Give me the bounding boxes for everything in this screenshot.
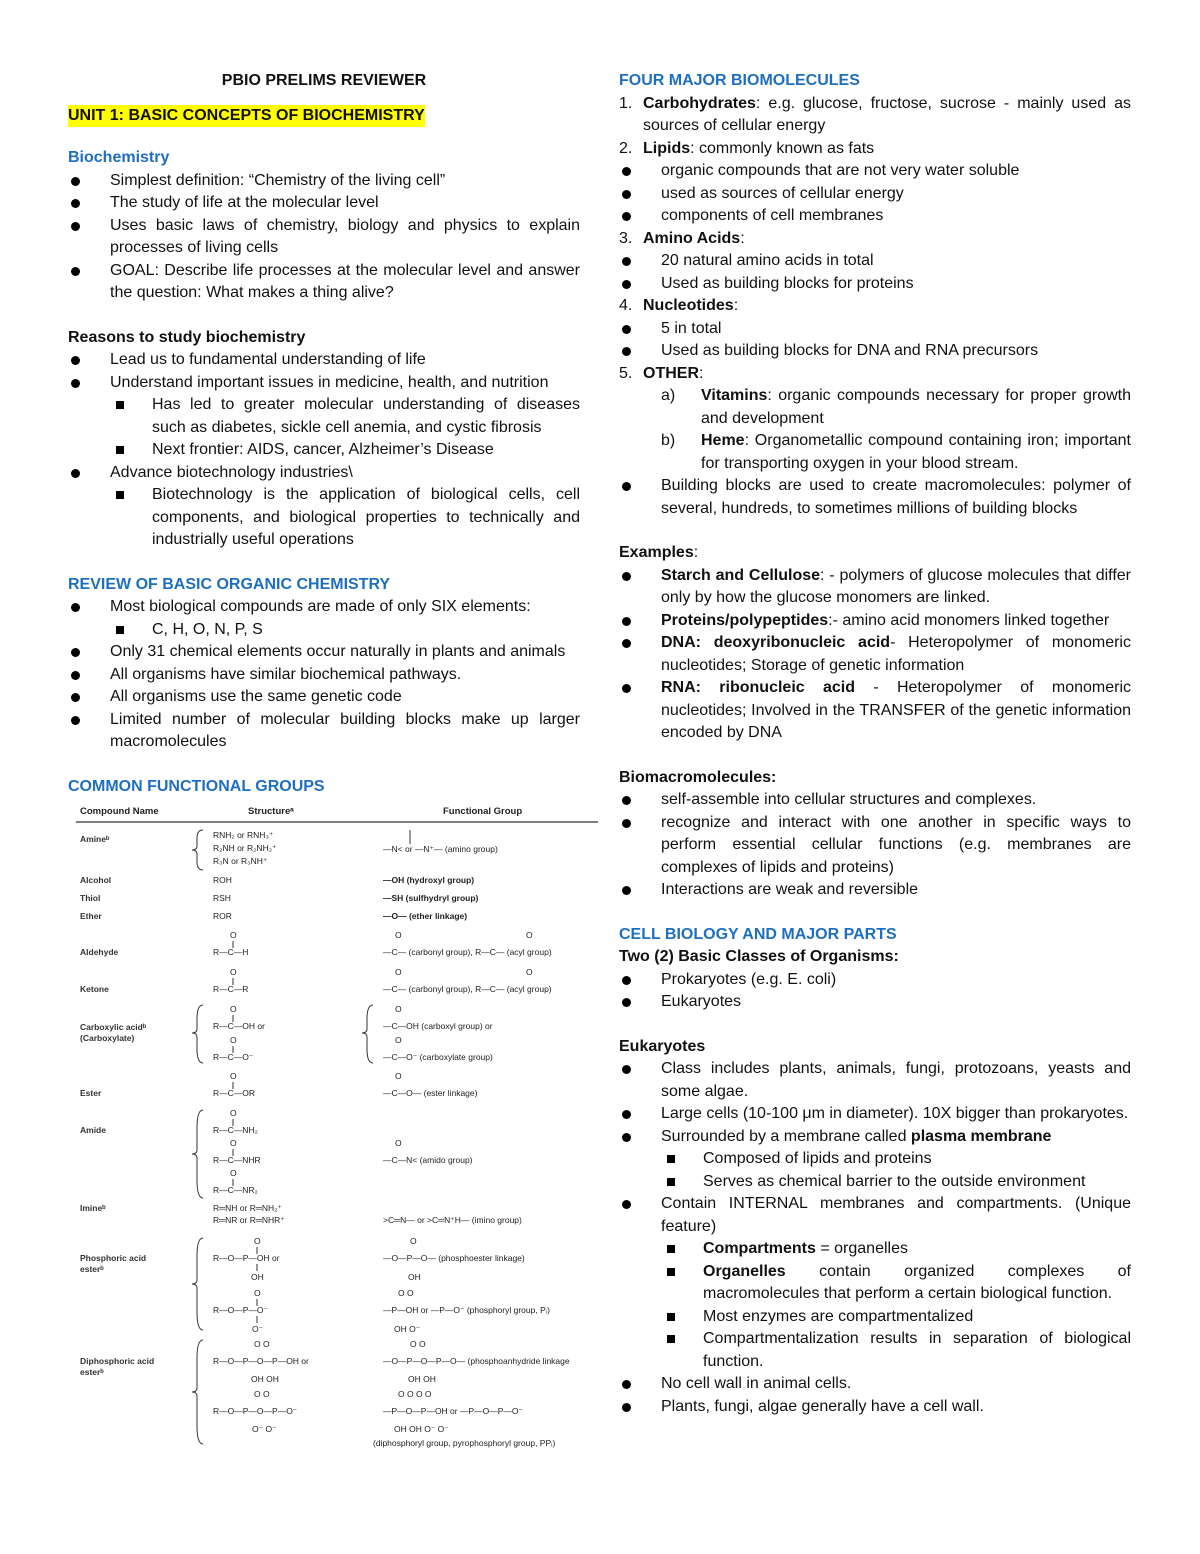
svg-text:O: O bbox=[230, 1035, 237, 1045]
list-item: Understand important issues in medicine, health, and nutrition bbox=[68, 372, 580, 395]
row-name-amide: Amide bbox=[80, 1125, 106, 1135]
functional-groups-table bbox=[68, 800, 603, 1450]
svg-text:R—C—NH₂: R—C—NH₂ bbox=[213, 1125, 258, 1135]
svg-text:O: O bbox=[230, 967, 237, 977]
list-item: Proteins/polypeptides:- amino acid monomers linked together bbox=[619, 610, 1131, 633]
svg-text:O: O bbox=[410, 1236, 417, 1246]
row-name-aldehyde: Aldehyde bbox=[80, 947, 119, 957]
list-item: Prokaryotes (e.g. E. coli) bbox=[619, 969, 1131, 992]
biomacromolecules-heading: Biomacromolecules: bbox=[619, 768, 777, 786]
svg-text:—N< or —N⁺— (amino grou: —N< or —N⁺— (amino group) bbox=[383, 844, 498, 854]
list-item: All organisms use the same genetic code bbox=[68, 686, 580, 709]
svg-text:—OH (hydroxyl group): —OH (hydroxyl group) bbox=[383, 875, 475, 885]
svg-text:OH O⁻: OH O⁻ bbox=[394, 1324, 421, 1334]
sub-list-item: Next frontier: AIDS, cancer, Alzheimer’s Disease bbox=[68, 439, 580, 462]
list-item: Contain INTERNAL membranes and compartments. (Unique feature) bbox=[619, 1193, 1131, 1238]
list-item: 20 natural amino acids in total bbox=[619, 250, 1131, 273]
lettered-item: b) Heme: Organometallic compound containing iron; important for transporting oxygen in your blood stream. bbox=[661, 432, 1131, 472]
column-header-group: Functional Group bbox=[443, 806, 523, 817]
svg-text:—C—O⁻ (carboxylate group): —C—O⁻ (carboxylate group) bbox=[383, 1052, 493, 1062]
svg-text:O: O bbox=[230, 1168, 237, 1178]
svg-text:O O: O O bbox=[410, 1339, 426, 1349]
structure-column bbox=[192, 830, 309, 1444]
list-item: Used as building blocks for proteins bbox=[619, 273, 1131, 296]
row-name-phosphoric: Phosphoric acid esterᵇ bbox=[80, 1253, 147, 1274]
list-item: Lead us to fundamental understanding of life bbox=[68, 349, 580, 372]
numbered-item: 3. Amino Acids: bbox=[619, 229, 745, 247]
svg-text:O⁻: O⁻ bbox=[252, 1324, 264, 1334]
svg-text:—C—O— (ester linkage): —C—O— (ester linkage) bbox=[383, 1088, 478, 1098]
column-header-structure: Structureᵃ bbox=[248, 806, 294, 817]
list-item: recognize and interact with one another in specific ways to perform essential cellular functions (e.g. membranes are complexes of lipids and proteins) bbox=[619, 812, 1131, 880]
svg-text:RNH₂ or RNH₃⁺: RNH₂ or RNH₃⁺ bbox=[213, 830, 274, 840]
svg-text:R—C—NR₂: R—C—NR₂ bbox=[213, 1185, 258, 1195]
svg-text:O: O bbox=[395, 1071, 402, 1081]
svg-text:O: O bbox=[395, 1138, 402, 1148]
organic-chemistry-heading: REVIEW OF BASIC ORGANIC CHEMISTRY bbox=[68, 575, 391, 593]
list-item: The study of life at the molecular level bbox=[68, 192, 580, 215]
svg-text:—P—OH or —P—O⁻ (phospho: —P—OH or —P—O⁻ (phosphoryl group, Pᵢ) bbox=[383, 1305, 550, 1315]
svg-text:O: O bbox=[230, 1108, 237, 1118]
list-item: Used as building blocks for DNA and RNA precursors bbox=[619, 340, 1131, 363]
row-name-ether: Ether bbox=[80, 911, 102, 921]
column-header-name: Compound Name bbox=[80, 806, 159, 817]
list-item: Class includes plants, animals, fungi, protozoans, yeasts and some algae. bbox=[619, 1058, 1131, 1103]
reasons-heading: Reasons to study biochemistry bbox=[68, 328, 306, 346]
list-item: Eukaryotes bbox=[619, 991, 1131, 1014]
list-item: used as sources of cellular energy bbox=[619, 183, 1131, 206]
svg-text:O O: O O bbox=[254, 1389, 270, 1399]
numbered-item: 1. Carbohydrates: e.g. glucose, fructose, sucrose - mainly used as sources of cellular energy bbox=[619, 94, 1131, 134]
svg-text:OH OH: OH OH bbox=[408, 1374, 436, 1384]
svg-text:OH: OH bbox=[408, 1272, 421, 1282]
left-column bbox=[68, 70, 580, 1450]
svg-text:O O: O O bbox=[398, 1288, 414, 1298]
right-column bbox=[619, 70, 1131, 1418]
examples-heading: Examples: bbox=[619, 544, 699, 561]
sub-list-item: Has led to greater molecular understanding of diseases such as diabetes, sickle cell anemia, and cystic fibrosis bbox=[68, 394, 580, 439]
svg-text:R—O—P—O⁻: R—O—P—O⁻ bbox=[213, 1305, 269, 1315]
svg-text:O O: O O bbox=[254, 1339, 270, 1349]
svg-text:R—C—H: R—C—H bbox=[213, 947, 249, 957]
svg-text:OH OH: OH OH bbox=[251, 1374, 279, 1384]
sub-list-item: Biotechnology is the application of biological cells, cell components, and biological properties to technically and industrially useful operations bbox=[68, 484, 580, 552]
svg-text:R—C—NHR: R—C—NHR bbox=[213, 1155, 261, 1165]
row-name-alcohol: Alcohol bbox=[80, 875, 112, 885]
svg-text:O: O bbox=[230, 930, 237, 940]
lettered-item: a) Vitamins: organic compounds necessary for proper growth and development bbox=[661, 387, 1131, 427]
sub-list-item: Compartments = organelles bbox=[619, 1238, 1131, 1261]
svg-text:O: O bbox=[230, 1004, 237, 1014]
list-item: Most biological compounds are made of only SIX elements: bbox=[68, 596, 580, 619]
svg-text:R═NR or R═NHR⁺: R═NR or R═NHR⁺ bbox=[213, 1215, 285, 1225]
svg-text:—C—OH (carboxyl group) or: —C—OH (carboxyl group) or bbox=[383, 1021, 493, 1031]
list-item: GOAL: Describe life processes at the molecular level and answer the question: What makes a thing alive? bbox=[68, 260, 580, 305]
sub-list-item: Compartmentalization results in separation of biological function. bbox=[619, 1328, 1131, 1373]
organism-classes-subheading: Two (2) Basic Classes of Organisms: bbox=[619, 948, 899, 965]
unit-heading: UNIT 1: BASIC CONCEPTS OF BIOCHEMISTRY bbox=[68, 105, 425, 128]
biochemistry-heading: Biochemistry bbox=[68, 149, 170, 166]
document-title: PBIO PRELIMS REVIEWER bbox=[221, 72, 427, 89]
four-biomolecules-heading: FOUR MAJOR BIOMOLECULES bbox=[619, 72, 860, 89]
svg-text:O O O: O O O O bbox=[398, 1389, 432, 1399]
functional-group-column bbox=[362, 830, 570, 1448]
sub-list-item: Serves as chemical barrier to the outside environment bbox=[619, 1171, 1131, 1194]
svg-text:OH: OH bbox=[251, 1272, 264, 1282]
list-item: organic compounds that are not very water soluble bbox=[619, 160, 1131, 183]
svg-text:—O— (ether linkage): —O— (ether linkage) bbox=[383, 911, 468, 921]
list-item: Surrounded by a membrane called plasma membrane bbox=[619, 1126, 1131, 1149]
svg-text:—P—O—P—OH or —P—O—P—O⁻: —P—O—P—OH or —P—O—P—O⁻ bbox=[383, 1406, 524, 1416]
row-name-thiol: Thiol bbox=[80, 893, 101, 903]
cell-biology-heading: CELL BIOLOGY AND MAJOR PARTS bbox=[619, 925, 897, 943]
list-item: Interactions are weak and reversible bbox=[619, 879, 1131, 902]
functional-groups-heading: COMMON FUNCTIONAL GROUPS bbox=[68, 777, 325, 795]
list-item: self-assemble into cellular structures and complexes. bbox=[619, 789, 1131, 812]
numbered-item: 2. Lipids: commonly known as fats bbox=[619, 139, 875, 157]
row-name-ketone: Ketone bbox=[80, 984, 109, 994]
svg-text:—C— (carbonyl group), R—C—: —C— (carbonyl group), R—C— (acyl group) bbox=[383, 947, 552, 957]
list-item: Plants, fungi, algae generally have a cell wall. bbox=[619, 1396, 1131, 1419]
sub-list-item: Composed of lipids and proteins bbox=[619, 1148, 1131, 1171]
svg-text:(diphosphoryl group, pyrophosp: (diphosphoryl group, pyrophosphoryl group, PPᵢ) bbox=[373, 1438, 556, 1448]
numbered-item: 4. Nucleotides: bbox=[619, 297, 739, 314]
svg-text:—C— (carbonyl group), R—C—: —C— (carbonyl group), R—C— (acyl group) bbox=[383, 984, 552, 994]
list-item: 5 in total bbox=[619, 318, 1131, 341]
svg-text:R₃N or R₃NH⁺: R₃N or R₃NH⁺ bbox=[213, 856, 268, 866]
svg-text:R—C—O⁻: R—C—O⁻ bbox=[213, 1052, 254, 1062]
svg-text:ROR: ROR bbox=[213, 911, 232, 921]
svg-text:ROH: ROH bbox=[213, 875, 232, 885]
svg-text:O: O bbox=[395, 1004, 402, 1014]
row-name-carboxylic: Carboxylic acidᵇ (Carboxylate) bbox=[80, 1022, 147, 1043]
row-name-imine: Imineᵇ bbox=[80, 1203, 106, 1213]
svg-text:R—O—P—O—P—O⁻: R—O—P—O—P—O⁻ bbox=[213, 1406, 298, 1416]
sub-list-item: Most enzymes are compartmentalized bbox=[619, 1306, 1131, 1329]
list-item: Advance biotechnology industries\ bbox=[68, 462, 580, 485]
list-item: Large cells (10-100 μm in diameter). 10X bigger than prokaryotes. bbox=[619, 1103, 1131, 1126]
row-name-amine: Amineᵇ bbox=[80, 834, 110, 844]
sub-list-item: Organelles contain organized complexes of macromolecules that perform a certain biological function. bbox=[619, 1261, 1131, 1306]
svg-text:O: O bbox=[230, 1071, 237, 1081]
svg-text:O: O bbox=[526, 930, 533, 940]
svg-text:O⁻ O⁻: O⁻ O⁻ bbox=[252, 1424, 277, 1434]
svg-text:—SH (sulfhydryl group): —SH (sulfhydryl group) bbox=[383, 893, 479, 903]
svg-text:O: O bbox=[526, 967, 533, 977]
list-item: components of cell membranes bbox=[619, 205, 1131, 228]
svg-text:O: O bbox=[395, 930, 402, 940]
svg-text:O: O bbox=[230, 1138, 237, 1148]
svg-text:OH OH O⁻: OH OH O⁻ O⁻ bbox=[394, 1424, 449, 1434]
list-item: Simplest definition: “Chemistry of the living cell” bbox=[68, 170, 580, 193]
list-item: No cell wall in animal cells. bbox=[619, 1373, 1131, 1396]
svg-text:O: O bbox=[254, 1288, 261, 1298]
svg-text:R═NH or R═NH₂⁺: R═NH or R═NH₂⁺ bbox=[213, 1203, 282, 1213]
row-name-diphosphoric: Diphosphoric acid esterᵇ bbox=[80, 1356, 155, 1377]
svg-text:R—C—R: R—C—R bbox=[213, 984, 249, 994]
eukaryotes-heading: Eukaryotes bbox=[619, 1037, 706, 1055]
svg-text:O: O bbox=[395, 1035, 402, 1045]
list-item: DNA: deoxyribonucleic acid- Heteropolymer of monomeric nucleotides; Storage of genetic information bbox=[619, 632, 1131, 677]
numbered-item: 5. OTHER: bbox=[619, 364, 704, 382]
list-item: Starch and Cellulose: - polymers of glucose molecules that differ only by how the glucose monomers are linked. bbox=[619, 565, 1131, 610]
svg-text:>C═N— or >C═N⁺H— (imino: >C═N— or >C═N⁺H— (imino group) bbox=[383, 1215, 522, 1225]
list-item: Building blocks are used to create macromolecules: polymer of several, hundreds, to sometimes millions of building blocks bbox=[619, 475, 1131, 520]
list-item: Uses basic laws of chemistry, biology and physics to explain processes of living cells bbox=[68, 215, 580, 260]
row-name-ester: Ester bbox=[80, 1088, 102, 1098]
svg-text:O: O bbox=[395, 967, 402, 977]
svg-text:RSH: RSH bbox=[213, 893, 231, 903]
svg-text:—O—P—O— (phosphoester linkage: —O—P—O— (phosphoester linkage) bbox=[383, 1253, 525, 1263]
svg-text:R—C—OH or: R—C—OH or bbox=[213, 1021, 265, 1031]
sub-list-item: C, H, O, N, P, S bbox=[68, 619, 580, 642]
svg-text:—C—N< (amido group): —C—N< (amido group) bbox=[383, 1155, 473, 1165]
svg-text:R—O—P—OH or: R—O—P—OH or bbox=[213, 1253, 280, 1263]
svg-text:R₂NH or R₂NH₂⁺: R₂NH or R₂NH₂⁺ bbox=[213, 843, 277, 853]
svg-text:R—C—OR: R—C—OR bbox=[213, 1088, 256, 1098]
list-item: Limited number of molecular building blocks make up larger macromolecules bbox=[68, 709, 580, 754]
list-item: RNA: ribonucleic acid - Heteropolymer of monomeric nucleotides; Involved in the TRANSFER of the genetic information encoded by DNA bbox=[619, 677, 1131, 745]
list-item: Only 31 chemical elements occur naturally in plants and animals bbox=[68, 641, 580, 664]
list-item: All organisms have similar biochemical pathways. bbox=[68, 664, 580, 687]
svg-text:O: O bbox=[254, 1236, 261, 1246]
svg-text:—O—P—O—P—O— (phosphoanhydride: —O—P—O—P—O— (phosphoanhydride linkage bbox=[383, 1356, 570, 1366]
svg-text:R—O—P—O—P—OH or: R—O—P—O—P—OH or bbox=[213, 1356, 309, 1366]
